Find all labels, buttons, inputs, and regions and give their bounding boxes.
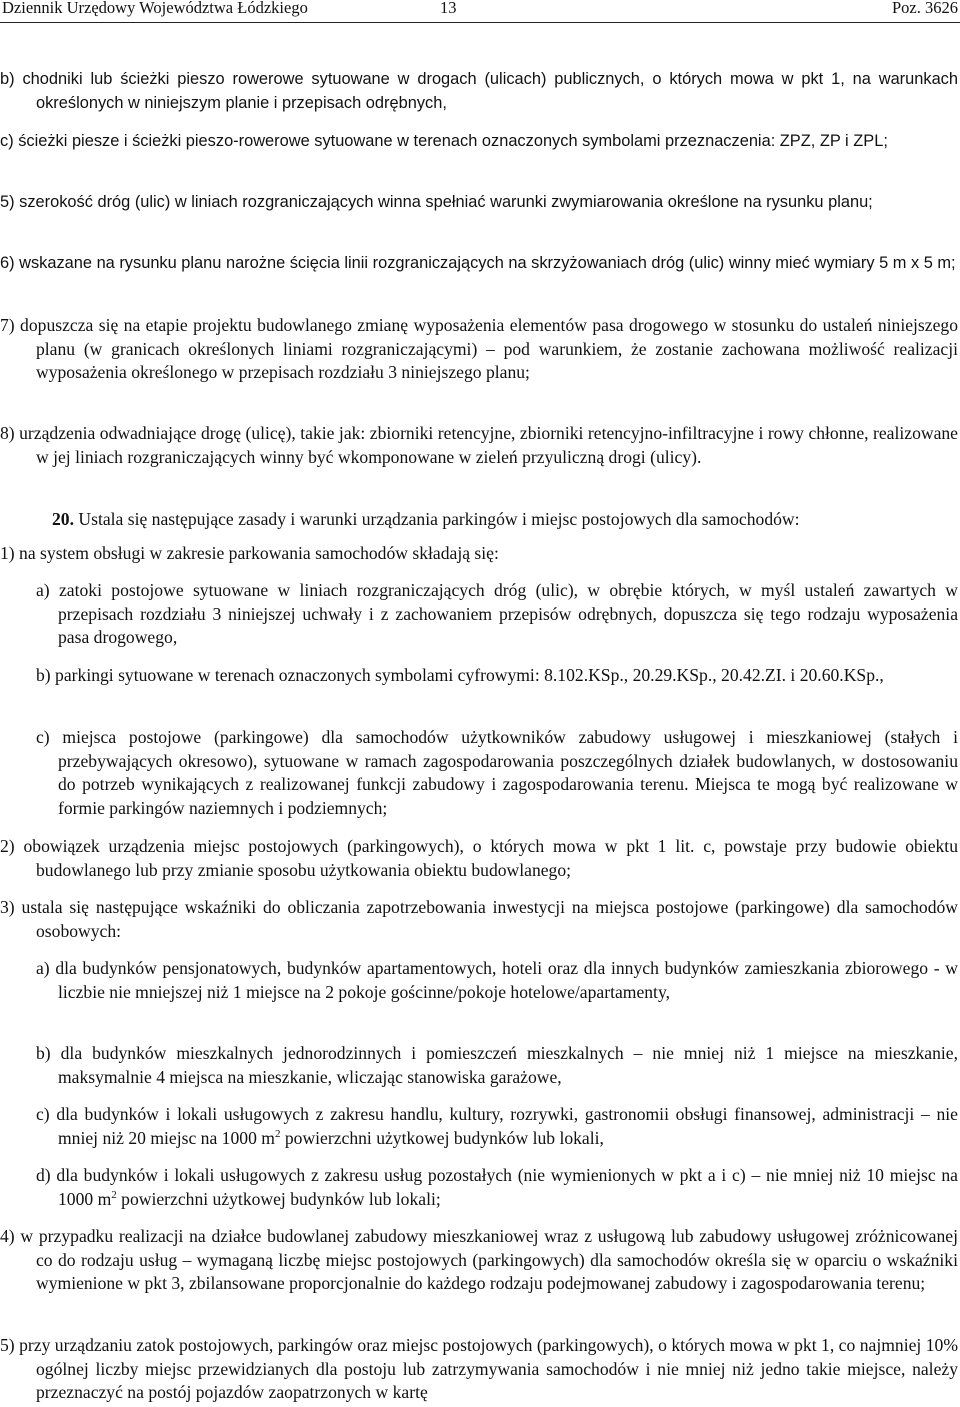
paragraph-20: [52, 508, 958, 532]
p20-point-3: 3) ustala się następujące wskaźniki do obliczania zapotrzebowania inwestycji na miejsca postojowe (parkingowe) dla samochodów osobowych:: [0, 897, 958, 941]
point-6: 6) wskazane na rysunku planu narożne ścięcia linii rozgraniczających na skrzyżowaniach dróg (ulic) winny mieć wymiary 5 m x 5 m;: [0, 254, 956, 272]
superscript-2: 2: [274, 1127, 281, 1140]
page-header: [0, 0, 960, 23]
p20-point-3b: b) dla budynków mieszkalnych jednorodzinnych i pomieszczeń mieszkalnych – nie mniej niż 1 miejsce na mieszkanie, maksymalnie 4 miejsca na mieszkanie, wliczając stanowiska garażowe,: [36, 1043, 958, 1087]
paragraph-20-number: 20.: [52, 509, 74, 529]
p20-point-3c-tail: powierzchni użytkowej budynków lub lokali,: [280, 1127, 604, 1148]
paragraph-20-text: Ustala się następujące zasady i warunki urządzania parkingów i miejsc postojowych dla samochodów:: [74, 509, 800, 529]
point-5: 5) szerokość dróg (ulic) w liniach rozgraniczających winna spełniać warunki zwymiarowania określone na rysunku planu;: [0, 193, 873, 211]
page-number: 13: [440, 0, 457, 17]
p20-point-3d-tail: powierzchni użytkowej budynków lub lokali;: [116, 1188, 441, 1209]
p20-point-3c-text: c) dla budynków i lokali usługowych z zakresu handlu, kultury, rozrywki, gastronomii obsługi finansowej, administracji – nie mniej niż 20 miejsc na 1000 m: [36, 1104, 958, 1148]
p20-point-3d: [36, 1164, 958, 1211]
p20-point-1c: c) miejsca postojowe (parkingowe) dla samochodów użytkowników zabudowy usługowej i mieszkaniowej (stałych i przebywających okresowo), sytuowane w ramach zagospodarowania poszczególnych działek budowlanych, w dostosowaniu do potrzeb wynikających z realizowanej funkcji zabudowy i zagospodarowania terenu. Miejsca te mogą być realizowane w formie parkingów naziemnych i podziemnych;: [36, 727, 958, 818]
superscript-2: 2: [111, 1188, 117, 1201]
position-number: Poz. 3626: [892, 0, 958, 17]
point-7: 7) dopuszcza się na etapie projektu budowlanego zmianę wyposażenia elementów pasa drogowego w stosunku do ustaleń niniejszego planu (w granicach określonych liniami rozgraniczającymi) – pod warunkiem, że zostanie zachowana możliwość realizacji wyposażenia określonego w przepisach rozdziału 3 niniejszego planu;: [0, 315, 958, 382]
p20-point-3c: [36, 1103, 958, 1150]
item-b-chodniki: b) chodniki lub ścieżki pieszo rowerowe sytuowane w drogach (ulicach) publicznych, o których mowa w pkt 1, na warunkach określonych w niniejszym planie i przepisach odrębnych,: [0, 70, 958, 112]
point-8: 8) urządzenia odwadniające drogę (ulicę), takie jak: zbiorniki retencyjne, zbiorniki retencyjno-infiltracyjne i rowy chłonne, realizowane w jej liniach rozgraniczających winny być wkomponowane w zieleń przyuliczną drogi (ulicy).: [0, 423, 958, 467]
p20-point-2: 2) obowiązek urządzenia miejsc postojowych (parkingowych), o których mowa w pkt 1 lit. c, powstaje przy budowie obiektu budowlanego lub przy zmianie sposobu użytkowania obiektu budowlanego;: [0, 836, 958, 880]
p20-point-5: 5) przy urządzaniu zatok postojowych, parkingów oraz miejsc postojowych (parkingowych), o których mowa w pkt 1, co najmniej 10% ogólnej liczby miejsc przewidzianych dla postoju lub zatrzymywania samochodów i nie mniej niż jedno takie miejsce, należy przeznaczyć na postój pojazdów zaopatrzonych w kartę: [0, 1335, 958, 1402]
item-c-sciezki: c) ścieżki piesze i ścieżki pieszo-rowerowe sytuowane w terenach oznaczonych symbolami przeznaczenia: ZPZ, ZP i ZPL;: [0, 132, 888, 150]
journal-title: Dziennik Urzędowy Województwa Łódzkiego: [2, 0, 308, 17]
p20-point-1b: b) parkingi sytuowane w terenach oznaczonych symbolami cyfrowymi: 8.102.KSp., 20.29.KSp., 20.42.ZI. i 20.60.KSp.,: [36, 665, 884, 685]
p20-point-4: 4) w przypadku realizacji na działce budowlanej zabudowy mieszkaniowej wraz z usługową lub zabudowy usługowej zróżnicowanej co do rodzaju usług – wymaganą liczbę miejsc postojowych (parkingowych) dla samochodów określa się w oparciu o wskaźniki wymienione w pkt 3, zbilansowane proporcjonalnie do każdego rodzaju podejmowanej zabudowy i zagospodarowania terenu;: [0, 1226, 958, 1293]
p20-point-3d-text: d) dla budynków i lokali usługowych z zakresu usług pozostałych (nie wymienionych w pkt a i c) – nie mniej niż 10 miejsc na 1000 m: [36, 1165, 958, 1209]
p20-point-1a: a) zatoki postojowe sytuowane w liniach rozgraniczających dróg (ulic), w obrębie których, w myśl ustaleń zawartych w przepisach rozdziału 3 niniejszej uchwały i z zachowaniem przepisów odrębnych, dopuszcza się tego rodzaju wyposażenia pasa drogowego,: [36, 580, 958, 647]
p20-point-3a: a) dla budynków pensjonatowych, budynków apartamentowych, hoteli oraz dla innych budynków zamieszkania zbiorowego - w liczbie nie mniejszej niż 1 miejsce na 2 pokoje gościnne/pokoje hotelowe/apartamenty,: [36, 958, 958, 1002]
p20-point-1: 1) na system obsługi w zakresie parkowania samochodów składają się:: [0, 543, 499, 563]
